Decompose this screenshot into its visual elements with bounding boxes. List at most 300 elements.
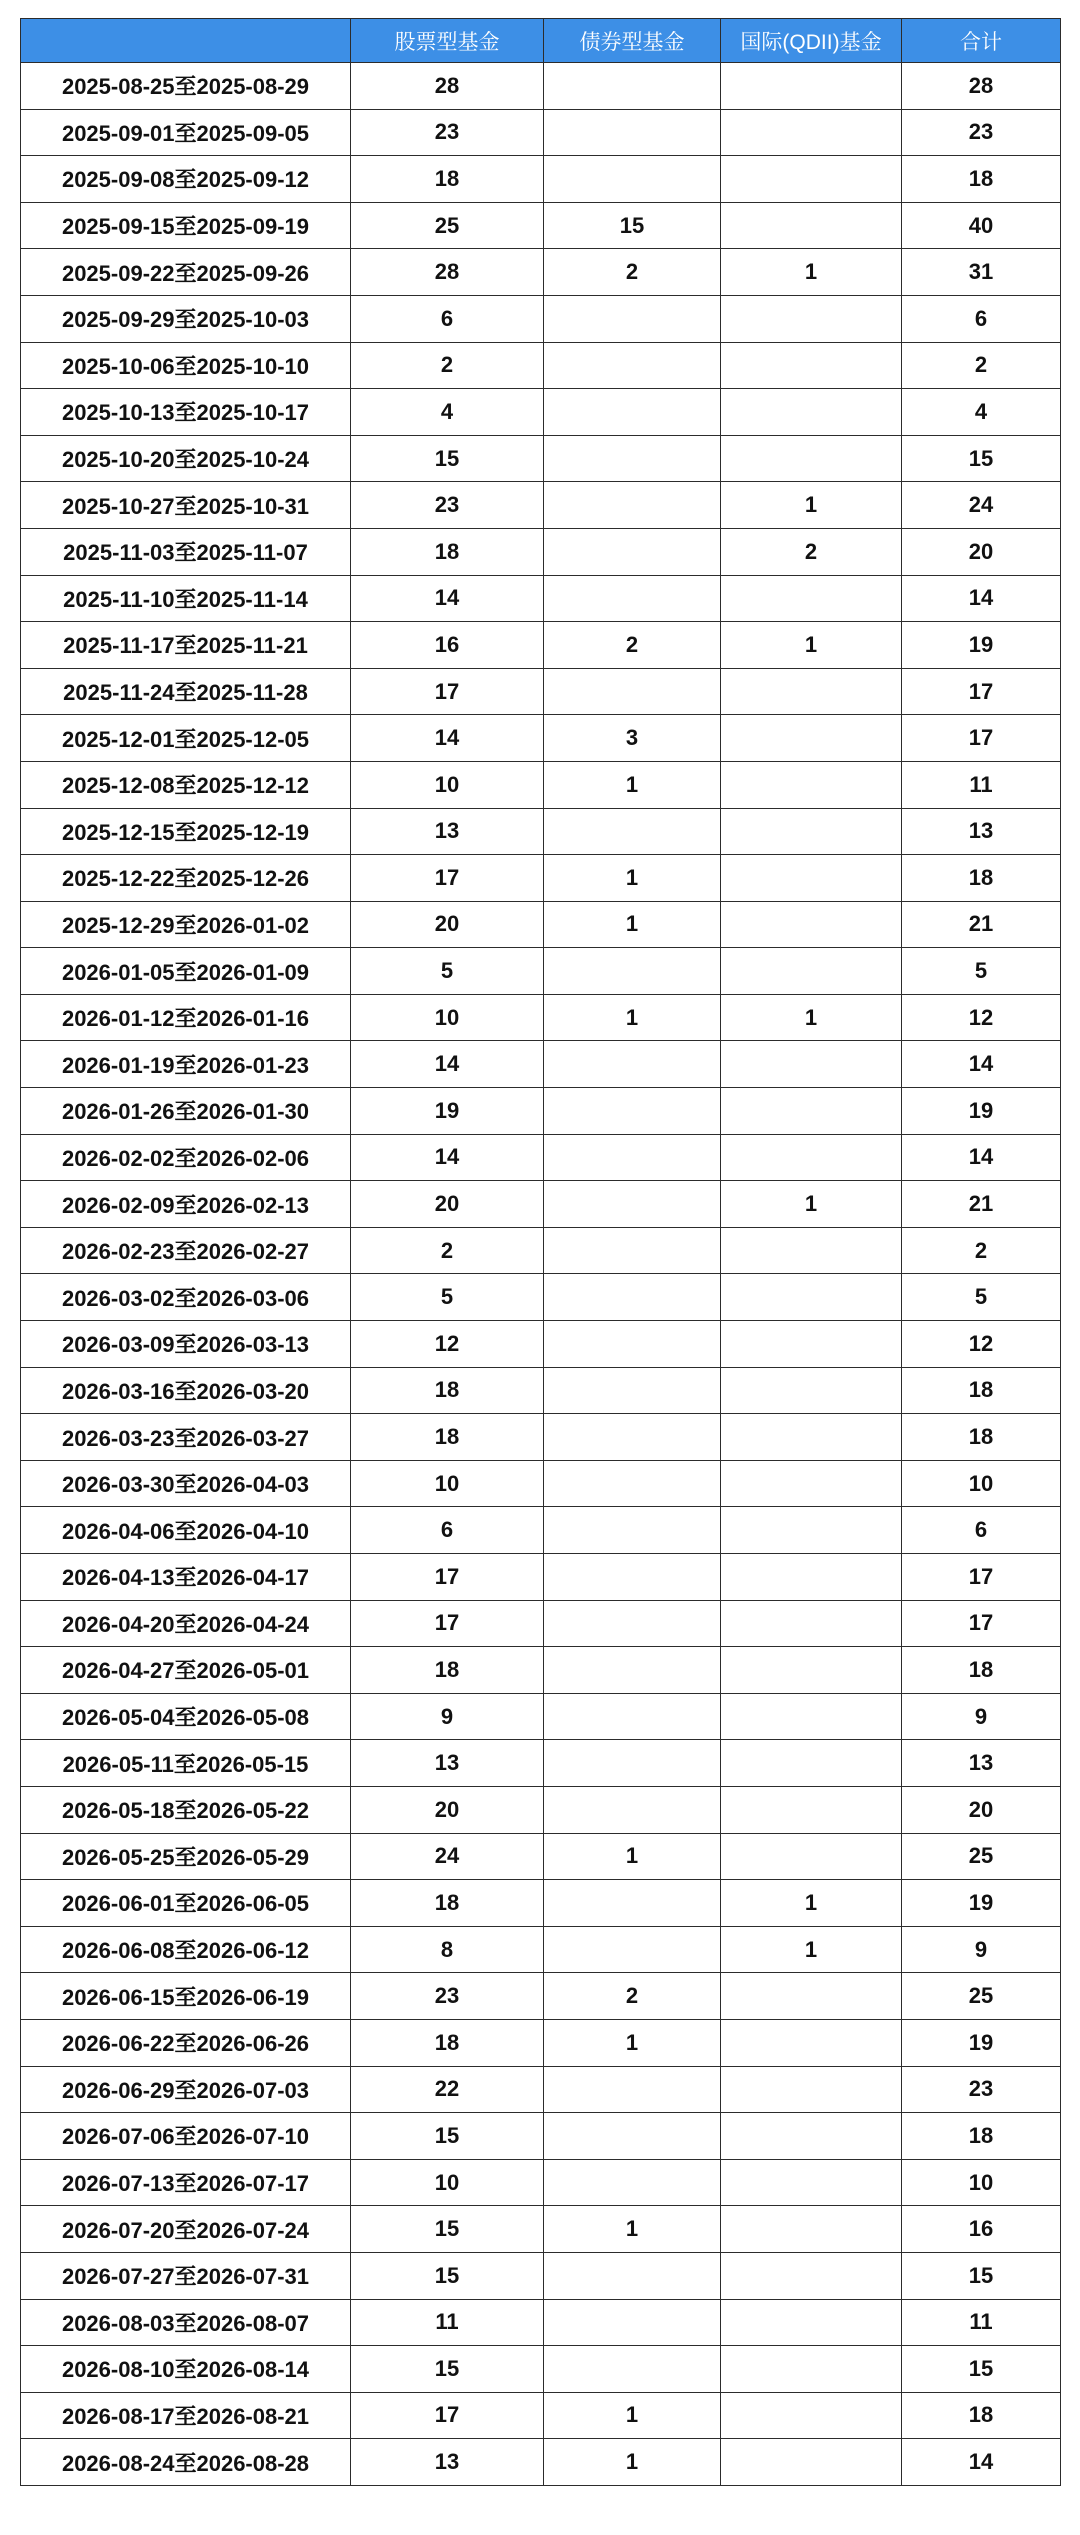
cell-qdii-fund [721, 2206, 902, 2253]
cell-qdii-fund [721, 855, 902, 902]
cell-period: 2026-06-01至2026-06-05 [21, 1880, 351, 1927]
cell-equity-fund: 17 [351, 855, 544, 902]
cell-qdii-fund [721, 761, 902, 808]
header-cell-qdii-fund: 国际(QDII)基金 [721, 19, 902, 63]
cell-period: 2025-09-01至2025-09-05 [21, 109, 351, 156]
cell-bond-fund: 3 [544, 715, 721, 762]
cell-equity-fund: 28 [351, 249, 544, 296]
cell-total: 25 [902, 1973, 1061, 2020]
cell-equity-fund: 16 [351, 622, 544, 669]
cell-total: 17 [902, 715, 1061, 762]
cell-period: 2025-12-08至2025-12-12 [21, 761, 351, 808]
cell-total: 10 [902, 1460, 1061, 1507]
cell-period: 2025-10-27至2025-10-31 [21, 482, 351, 529]
table-row [21, 1880, 1061, 1927]
cell-equity-fund: 20 [351, 901, 544, 948]
cell-equity-fund: 10 [351, 1460, 544, 1507]
cell-total: 6 [902, 1507, 1061, 1554]
cell-qdii-fund [721, 2159, 902, 2206]
cell-period: 2026-04-13至2026-04-17 [21, 1554, 351, 1601]
cell-equity-fund: 17 [351, 668, 544, 715]
table-row [21, 2113, 1061, 2160]
table-row [21, 948, 1061, 995]
cell-qdii-fund [721, 1414, 902, 1461]
cell-bond-fund [544, 2252, 721, 2299]
cell-qdii-fund: 1 [721, 249, 902, 296]
cell-bond-fund [544, 2159, 721, 2206]
cell-qdii-fund [721, 1554, 902, 1601]
cell-bond-fund [544, 1600, 721, 1647]
cell-bond-fund: 2 [544, 622, 721, 669]
cell-bond-fund [544, 1227, 721, 1274]
cell-period: 2025-12-15至2025-12-19 [21, 808, 351, 855]
table-row [21, 1088, 1061, 1135]
cell-qdii-fund: 2 [721, 528, 902, 575]
cell-total: 18 [902, 1367, 1061, 1414]
cell-period: 2025-11-10至2025-11-14 [21, 575, 351, 622]
cell-equity-fund: 17 [351, 1554, 544, 1601]
table-row [21, 1321, 1061, 1368]
cell-bond-fund [544, 63, 721, 110]
cell-bond-fund [544, 1088, 721, 1135]
table-row [21, 1367, 1061, 1414]
cell-total: 24 [902, 482, 1061, 529]
cell-total: 15 [902, 2252, 1061, 2299]
cell-equity-fund: 24 [351, 1833, 544, 1880]
cell-bond-fund [544, 295, 721, 342]
cell-bond-fund [544, 1321, 721, 1368]
cell-bond-fund [544, 528, 721, 575]
cell-total: 10 [902, 2159, 1061, 2206]
table-row [21, 156, 1061, 203]
cell-equity-fund: 12 [351, 1321, 544, 1368]
cell-total: 9 [902, 1926, 1061, 1973]
cell-qdii-fund [721, 1693, 902, 1740]
cell-bond-fund [544, 109, 721, 156]
cell-qdii-fund [721, 2252, 902, 2299]
cell-period: 2025-12-29至2026-01-02 [21, 901, 351, 948]
cell-bond-fund: 1 [544, 2392, 721, 2439]
cell-total: 23 [902, 109, 1061, 156]
cell-bond-fund: 2 [544, 249, 721, 296]
table-row [21, 1740, 1061, 1787]
cell-total: 18 [902, 1647, 1061, 1694]
cell-period: 2025-12-22至2025-12-26 [21, 855, 351, 902]
cell-total: 13 [902, 808, 1061, 855]
cell-period: 2026-01-12至2026-01-16 [21, 994, 351, 1041]
cell-qdii-fund [721, 1041, 902, 1088]
cell-equity-fund: 18 [351, 528, 544, 575]
cell-period: 2026-02-09至2026-02-13 [21, 1181, 351, 1228]
cell-period: 2026-06-22至2026-06-26 [21, 2019, 351, 2066]
cell-period: 2025-09-22至2025-09-26 [21, 249, 351, 296]
header-cell-period [21, 19, 351, 63]
cell-qdii-fund [721, 2392, 902, 2439]
cell-total: 20 [902, 528, 1061, 575]
table-row [21, 1973, 1061, 2020]
table-row [21, 482, 1061, 529]
table-row [21, 295, 1061, 342]
cell-equity-fund: 14 [351, 1041, 544, 1088]
cell-equity-fund: 23 [351, 109, 544, 156]
cell-total: 28 [902, 63, 1061, 110]
cell-qdii-fund [721, 2019, 902, 2066]
table-row [21, 2346, 1061, 2393]
cell-qdii-fund [721, 202, 902, 249]
cell-bond-fund [544, 1693, 721, 1740]
cell-qdii-fund [721, 575, 902, 622]
cell-bond-fund [544, 1740, 721, 1787]
cell-total: 20 [902, 1786, 1061, 1833]
cell-period: 2026-06-29至2026-07-03 [21, 2066, 351, 2113]
fund-issuance-table [20, 18, 1061, 2486]
cell-period: 2026-07-13至2026-07-17 [21, 2159, 351, 2206]
cell-equity-fund: 5 [351, 1274, 544, 1321]
table-row [21, 1693, 1061, 1740]
table-row [21, 994, 1061, 1041]
cell-period: 2025-09-15至2025-09-19 [21, 202, 351, 249]
cell-bond-fund: 1 [544, 994, 721, 1041]
cell-qdii-fund [721, 435, 902, 482]
cell-equity-fund: 6 [351, 1507, 544, 1554]
cell-qdii-fund: 1 [721, 1181, 902, 1228]
cell-bond-fund [544, 2113, 721, 2160]
cell-period: 2026-05-25至2026-05-29 [21, 1833, 351, 1880]
cell-equity-fund: 17 [351, 1600, 544, 1647]
cell-equity-fund: 15 [351, 2113, 544, 2160]
cell-qdii-fund [721, 1973, 902, 2020]
table-row [21, 1181, 1061, 1228]
cell-total: 5 [902, 948, 1061, 995]
cell-equity-fund: 8 [351, 1926, 544, 1973]
cell-total: 14 [902, 1041, 1061, 1088]
cell-equity-fund: 23 [351, 482, 544, 529]
cell-qdii-fund [721, 2113, 902, 2160]
cell-equity-fund: 15 [351, 435, 544, 482]
cell-qdii-fund [721, 948, 902, 995]
cell-equity-fund: 19 [351, 1088, 544, 1135]
cell-equity-fund: 13 [351, 808, 544, 855]
cell-period: 2026-07-27至2026-07-31 [21, 2252, 351, 2299]
cell-equity-fund: 20 [351, 1786, 544, 1833]
cell-total: 12 [902, 994, 1061, 1041]
cell-period: 2026-07-20至2026-07-24 [21, 2206, 351, 2253]
cell-total: 17 [902, 1554, 1061, 1601]
cell-bond-fund [544, 575, 721, 622]
cell-period: 2026-03-16至2026-03-20 [21, 1367, 351, 1414]
header-cell-equity-fund: 股票型基金 [351, 19, 544, 63]
cell-bond-fund [544, 668, 721, 715]
cell-equity-fund: 18 [351, 1414, 544, 1461]
cell-equity-fund: 18 [351, 2019, 544, 2066]
cell-bond-fund [544, 808, 721, 855]
cell-period: 2026-07-06至2026-07-10 [21, 2113, 351, 2160]
cell-bond-fund [544, 1041, 721, 1088]
cell-total: 19 [902, 1880, 1061, 1927]
table-row [21, 1274, 1061, 1321]
cell-period: 2026-03-23至2026-03-27 [21, 1414, 351, 1461]
cell-qdii-fund [721, 2299, 902, 2346]
cell-qdii-fund [721, 808, 902, 855]
cell-bond-fund [544, 2346, 721, 2393]
table-row [21, 622, 1061, 669]
cell-equity-fund: 20 [351, 1181, 544, 1228]
cell-bond-fund [544, 482, 721, 529]
cell-total: 15 [902, 2346, 1061, 2393]
table-row [21, 1600, 1061, 1647]
table-row [21, 1833, 1061, 1880]
table-row [21, 1554, 1061, 1601]
cell-period: 2025-11-17至2025-11-21 [21, 622, 351, 669]
table-row [21, 2392, 1061, 2439]
table-row [21, 2159, 1061, 2206]
cell-bond-fund [544, 342, 721, 389]
table-row [21, 668, 1061, 715]
cell-total: 15 [902, 435, 1061, 482]
cell-qdii-fund [721, 109, 902, 156]
cell-equity-fund: 17 [351, 2392, 544, 2439]
cell-qdii-fund [721, 342, 902, 389]
cell-period: 2025-10-20至2025-10-24 [21, 435, 351, 482]
cell-qdii-fund: 1 [721, 482, 902, 529]
cell-qdii-fund [721, 389, 902, 436]
cell-bond-fund [544, 948, 721, 995]
cell-bond-fund [544, 2066, 721, 2113]
cell-qdii-fund: 1 [721, 994, 902, 1041]
cell-qdii-fund [721, 2346, 902, 2393]
header-cell-total: 合计 [902, 19, 1061, 63]
cell-bond-fund: 2 [544, 1973, 721, 2020]
table-row [21, 1414, 1061, 1461]
cell-equity-fund: 18 [351, 1647, 544, 1694]
cell-qdii-fund [721, 668, 902, 715]
table-row [21, 901, 1061, 948]
cell-bond-fund: 1 [544, 2439, 721, 2486]
table-row [21, 1227, 1061, 1274]
cell-bond-fund [544, 1554, 721, 1601]
cell-period: 2026-03-02至2026-03-06 [21, 1274, 351, 1321]
cell-equity-fund: 22 [351, 2066, 544, 2113]
cell-qdii-fund [721, 63, 902, 110]
cell-qdii-fund [721, 1833, 902, 1880]
cell-bond-fund [544, 1786, 721, 1833]
cell-period: 2026-04-20至2026-04-24 [21, 1600, 351, 1647]
cell-total: 11 [902, 761, 1061, 808]
table-header [21, 19, 1061, 63]
cell-qdii-fund [721, 1600, 902, 1647]
cell-qdii-fund [721, 1786, 902, 1833]
cell-equity-fund: 25 [351, 202, 544, 249]
cell-total: 19 [902, 1088, 1061, 1135]
cell-total: 23 [902, 2066, 1061, 2113]
cell-period: 2026-06-15至2026-06-19 [21, 1973, 351, 2020]
table-row [21, 342, 1061, 389]
cell-qdii-fund: 1 [721, 1880, 902, 1927]
cell-equity-fund: 5 [351, 948, 544, 995]
cell-equity-fund: 2 [351, 1227, 544, 1274]
cell-period: 2025-10-06至2025-10-10 [21, 342, 351, 389]
cell-total: 5 [902, 1274, 1061, 1321]
cell-total: 11 [902, 2299, 1061, 2346]
table-row [21, 2066, 1061, 2113]
cell-bond-fund [544, 1647, 721, 1694]
cell-qdii-fund [721, 901, 902, 948]
table-row [21, 2252, 1061, 2299]
cell-total: 14 [902, 1134, 1061, 1181]
cell-total: 18 [902, 156, 1061, 203]
cell-period: 2025-08-25至2025-08-29 [21, 63, 351, 110]
table-row [21, 715, 1061, 762]
cell-total: 31 [902, 249, 1061, 296]
cell-period: 2026-08-24至2026-08-28 [21, 2439, 351, 2486]
table-row [21, 761, 1061, 808]
table-row [21, 575, 1061, 622]
table-row [21, 63, 1061, 110]
cell-bond-fund [544, 1460, 721, 1507]
cell-bond-fund [544, 1367, 721, 1414]
cell-total: 21 [902, 1181, 1061, 1228]
cell-total: 9 [902, 1693, 1061, 1740]
cell-period: 2026-01-19至2026-01-23 [21, 1041, 351, 1088]
cell-total: 19 [902, 622, 1061, 669]
cell-equity-fund: 13 [351, 1740, 544, 1787]
cell-total: 17 [902, 668, 1061, 715]
cell-qdii-fund [721, 1274, 902, 1321]
cell-equity-fund: 11 [351, 2299, 544, 2346]
cell-bond-fund [544, 1880, 721, 1927]
cell-bond-fund [544, 1274, 721, 1321]
table-row [21, 2019, 1061, 2066]
cell-total: 40 [902, 202, 1061, 249]
cell-bond-fund [544, 389, 721, 436]
cell-equity-fund: 14 [351, 1134, 544, 1181]
cell-qdii-fund [721, 1367, 902, 1414]
table-row [21, 1926, 1061, 1973]
cell-total: 18 [902, 2113, 1061, 2160]
cell-equity-fund: 18 [351, 1367, 544, 1414]
cell-total: 6 [902, 295, 1061, 342]
cell-qdii-fund: 1 [721, 622, 902, 669]
cell-total: 13 [902, 1740, 1061, 1787]
cell-qdii-fund [721, 156, 902, 203]
cell-period: 2025-12-01至2025-12-05 [21, 715, 351, 762]
cell-period: 2026-04-06至2026-04-10 [21, 1507, 351, 1554]
table-row [21, 1647, 1061, 1694]
table-row [21, 389, 1061, 436]
header-row [21, 19, 1061, 63]
cell-bond-fund [544, 435, 721, 482]
cell-equity-fund: 18 [351, 156, 544, 203]
cell-period: 2026-03-30至2026-04-03 [21, 1460, 351, 1507]
cell-equity-fund: 14 [351, 575, 544, 622]
cell-qdii-fund [721, 1740, 902, 1787]
cell-qdii-fund [721, 2439, 902, 2486]
cell-equity-fund: 10 [351, 761, 544, 808]
header-cell-bond-fund: 债券型基金 [544, 19, 721, 63]
cell-total: 18 [902, 2392, 1061, 2439]
cell-equity-fund: 4 [351, 389, 544, 436]
cell-bond-fund [544, 1926, 721, 1973]
cell-period: 2025-11-03至2025-11-07 [21, 528, 351, 575]
cell-bond-fund [544, 1134, 721, 1181]
cell-qdii-fund [721, 1134, 902, 1181]
cell-total: 25 [902, 1833, 1061, 1880]
cell-bond-fund [544, 1507, 721, 1554]
cell-equity-fund: 14 [351, 715, 544, 762]
cell-equity-fund: 9 [351, 1693, 544, 1740]
table-row [21, 1041, 1061, 1088]
cell-total: 4 [902, 389, 1061, 436]
cell-total: 2 [902, 1227, 1061, 1274]
cell-qdii-fund [721, 1227, 902, 1274]
cell-bond-fund: 1 [544, 1833, 721, 1880]
cell-total: 18 [902, 1414, 1061, 1461]
cell-total: 21 [902, 901, 1061, 948]
cell-total: 16 [902, 2206, 1061, 2253]
cell-total: 2 [902, 342, 1061, 389]
table-row [21, 1507, 1061, 1554]
cell-qdii-fund [721, 715, 902, 762]
cell-qdii-fund [721, 1507, 902, 1554]
cell-equity-fund: 15 [351, 2206, 544, 2253]
cell-total: 14 [902, 2439, 1061, 2486]
cell-period: 2026-01-26至2026-01-30 [21, 1088, 351, 1135]
cell-bond-fund: 15 [544, 202, 721, 249]
table-row [21, 2439, 1061, 2486]
table-row [21, 1786, 1061, 1833]
cell-period: 2026-08-17至2026-08-21 [21, 2392, 351, 2439]
cell-qdii-fund [721, 1088, 902, 1135]
cell-bond-fund [544, 2299, 721, 2346]
cell-period: 2026-05-18至2026-05-22 [21, 1786, 351, 1833]
table-row [21, 2206, 1061, 2253]
cell-qdii-fund [721, 1460, 902, 1507]
cell-total: 12 [902, 1321, 1061, 1368]
cell-equity-fund: 28 [351, 63, 544, 110]
cell-period: 2026-05-11至2026-05-15 [21, 1740, 351, 1787]
cell-equity-fund: 18 [351, 1880, 544, 1927]
cell-qdii-fund [721, 1321, 902, 1368]
table-row [21, 202, 1061, 249]
cell-period: 2025-09-08至2025-09-12 [21, 156, 351, 203]
cell-bond-fund: 1 [544, 761, 721, 808]
cell-qdii-fund [721, 295, 902, 342]
cell-equity-fund: 13 [351, 2439, 544, 2486]
table-row [21, 1460, 1061, 1507]
table-row [21, 435, 1061, 482]
cell-equity-fund: 10 [351, 994, 544, 1041]
cell-qdii-fund: 1 [721, 1926, 902, 1973]
table-row [21, 1134, 1061, 1181]
table-row [21, 2299, 1061, 2346]
cell-period: 2026-05-04至2026-05-08 [21, 1693, 351, 1740]
table-row [21, 808, 1061, 855]
cell-period: 2026-02-23至2026-02-27 [21, 1227, 351, 1274]
cell-bond-fund: 1 [544, 2206, 721, 2253]
cell-bond-fund [544, 1414, 721, 1461]
cell-equity-fund: 23 [351, 1973, 544, 2020]
cell-bond-fund [544, 156, 721, 203]
cell-equity-fund: 15 [351, 2252, 544, 2299]
cell-equity-fund: 15 [351, 2346, 544, 2393]
cell-qdii-fund [721, 2066, 902, 2113]
table-row [21, 528, 1061, 575]
cell-qdii-fund [721, 1647, 902, 1694]
cell-bond-fund: 1 [544, 855, 721, 902]
cell-total: 17 [902, 1600, 1061, 1647]
cell-period: 2026-02-02至2026-02-06 [21, 1134, 351, 1181]
cell-period: 2026-04-27至2026-05-01 [21, 1647, 351, 1694]
